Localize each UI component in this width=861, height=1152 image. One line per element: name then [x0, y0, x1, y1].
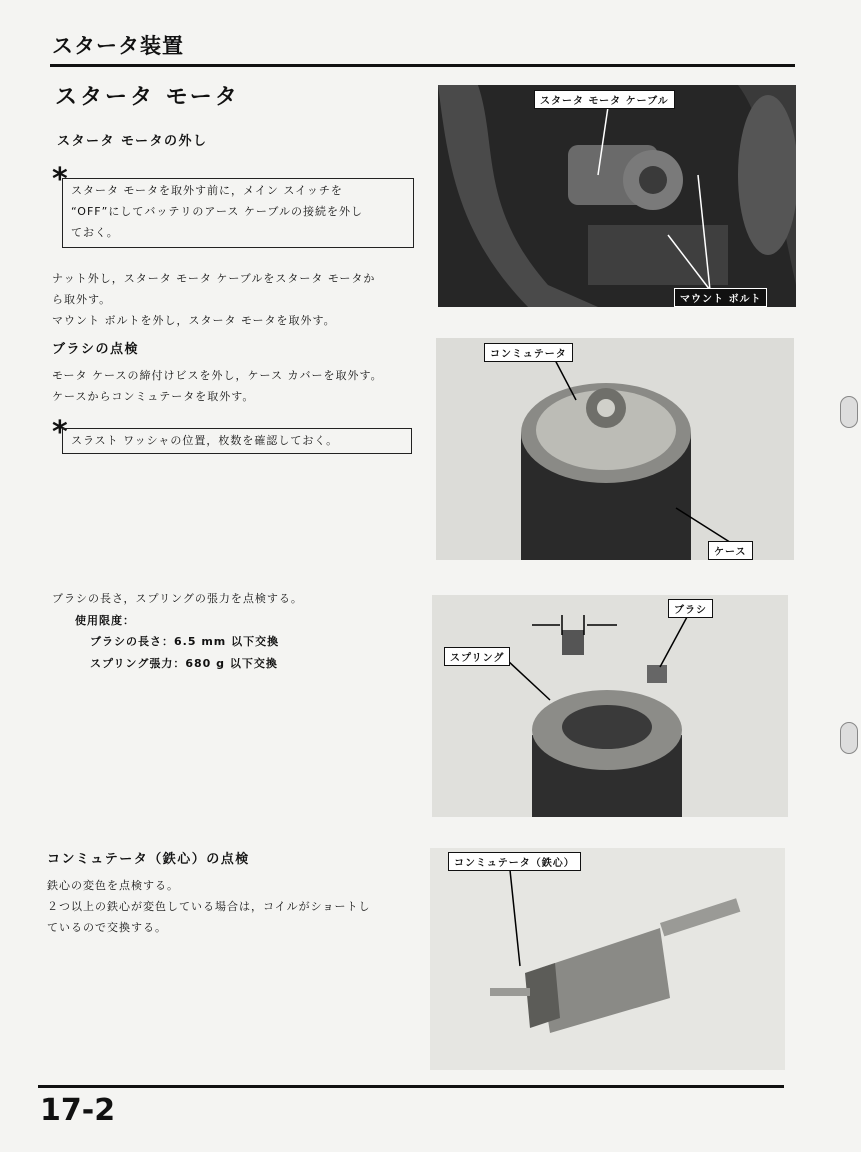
header-rule — [50, 64, 795, 67]
commutator-heading: コンミュテータ（鉄心）の点検 — [47, 852, 250, 867]
brush-text-line: ケースからコンミュテータを取外す。 — [52, 390, 255, 403]
callout-commutator: コンミュテータ — [484, 343, 573, 362]
note-line: スタータ モータを取外す前に，メイン スイッチを — [71, 184, 343, 197]
binder-hole — [840, 396, 858, 428]
brush-text-line: モータ ケースの締付けビスを外し，ケース カバーを取外す。 — [52, 369, 383, 382]
commutator-text-line: 鉄心の変色を点検する。 — [47, 879, 179, 892]
brush-spring-photo — [432, 595, 788, 817]
callout-starter-cable: スタータ モータ ケーブル — [534, 90, 675, 109]
brush-holder-illustration — [432, 595, 788, 817]
armature-photo — [430, 848, 785, 1070]
binder-hole — [840, 722, 858, 754]
limit-spring-tension: スプリング張力：680 g 以下交換 — [90, 657, 278, 670]
callout-commutator-core: コンミュテータ（鉄心） — [448, 852, 581, 871]
brush-text — [52, 365, 432, 407]
note-line: “OFF”にしてバッテリのアース ケーブルの接続を外し — [71, 205, 363, 218]
callout-brush: ブラシ — [668, 599, 713, 618]
removal-note-box — [62, 178, 414, 248]
brush-note-box: スラスト ワッシャの位置，枚数を確認しておく。 — [62, 428, 412, 454]
step-text: ら取外す。 — [52, 293, 112, 306]
step-text: ナット外し，スタータ モータ ケーブルをスタータ モータか — [52, 272, 376, 285]
commutator-text-line: ２つ以上の鉄心が変色している場合は，コイルがショートし — [47, 900, 371, 913]
section-title: スタータ モータ — [55, 85, 240, 110]
page-number: 17-2 — [40, 1093, 116, 1128]
note-line: ておく。 — [71, 226, 119, 239]
limit-label: 使用限度： — [75, 614, 135, 627]
callout-case: ケース — [708, 541, 753, 560]
starter-motor-photo — [438, 85, 796, 307]
callout-spring: スプリング — [444, 647, 510, 666]
case-commutator-photo — [436, 338, 794, 560]
commutator-text — [47, 875, 427, 938]
brush-heading: ブラシの点検 — [52, 342, 140, 357]
footer-rule — [38, 1085, 784, 1088]
callout-mount-bolt: マウント ボルト — [674, 288, 767, 307]
removal-heading: スタータ モータの外し — [57, 134, 208, 149]
starter-motor-illustration — [438, 85, 796, 307]
removal-steps — [52, 268, 422, 331]
limit-brush-length: ブラシの長さ：6.5 mm 以下交換 — [90, 635, 280, 648]
step-text: マウント ボルトを外し，スタータ モータを取外す。 — [52, 314, 336, 327]
commutator-text-line: ているので交換する。 — [47, 921, 167, 934]
chapter-title: スタータ装置 — [52, 34, 184, 58]
case-illustration — [436, 338, 794, 560]
note-asterisk-icon: * — [52, 162, 68, 197]
brush-inspect: ブラシの長さ，スプリングの張力を点検する。 — [52, 592, 303, 605]
note-asterisk-icon: * — [52, 415, 68, 450]
armature-illustration — [430, 848, 785, 1070]
